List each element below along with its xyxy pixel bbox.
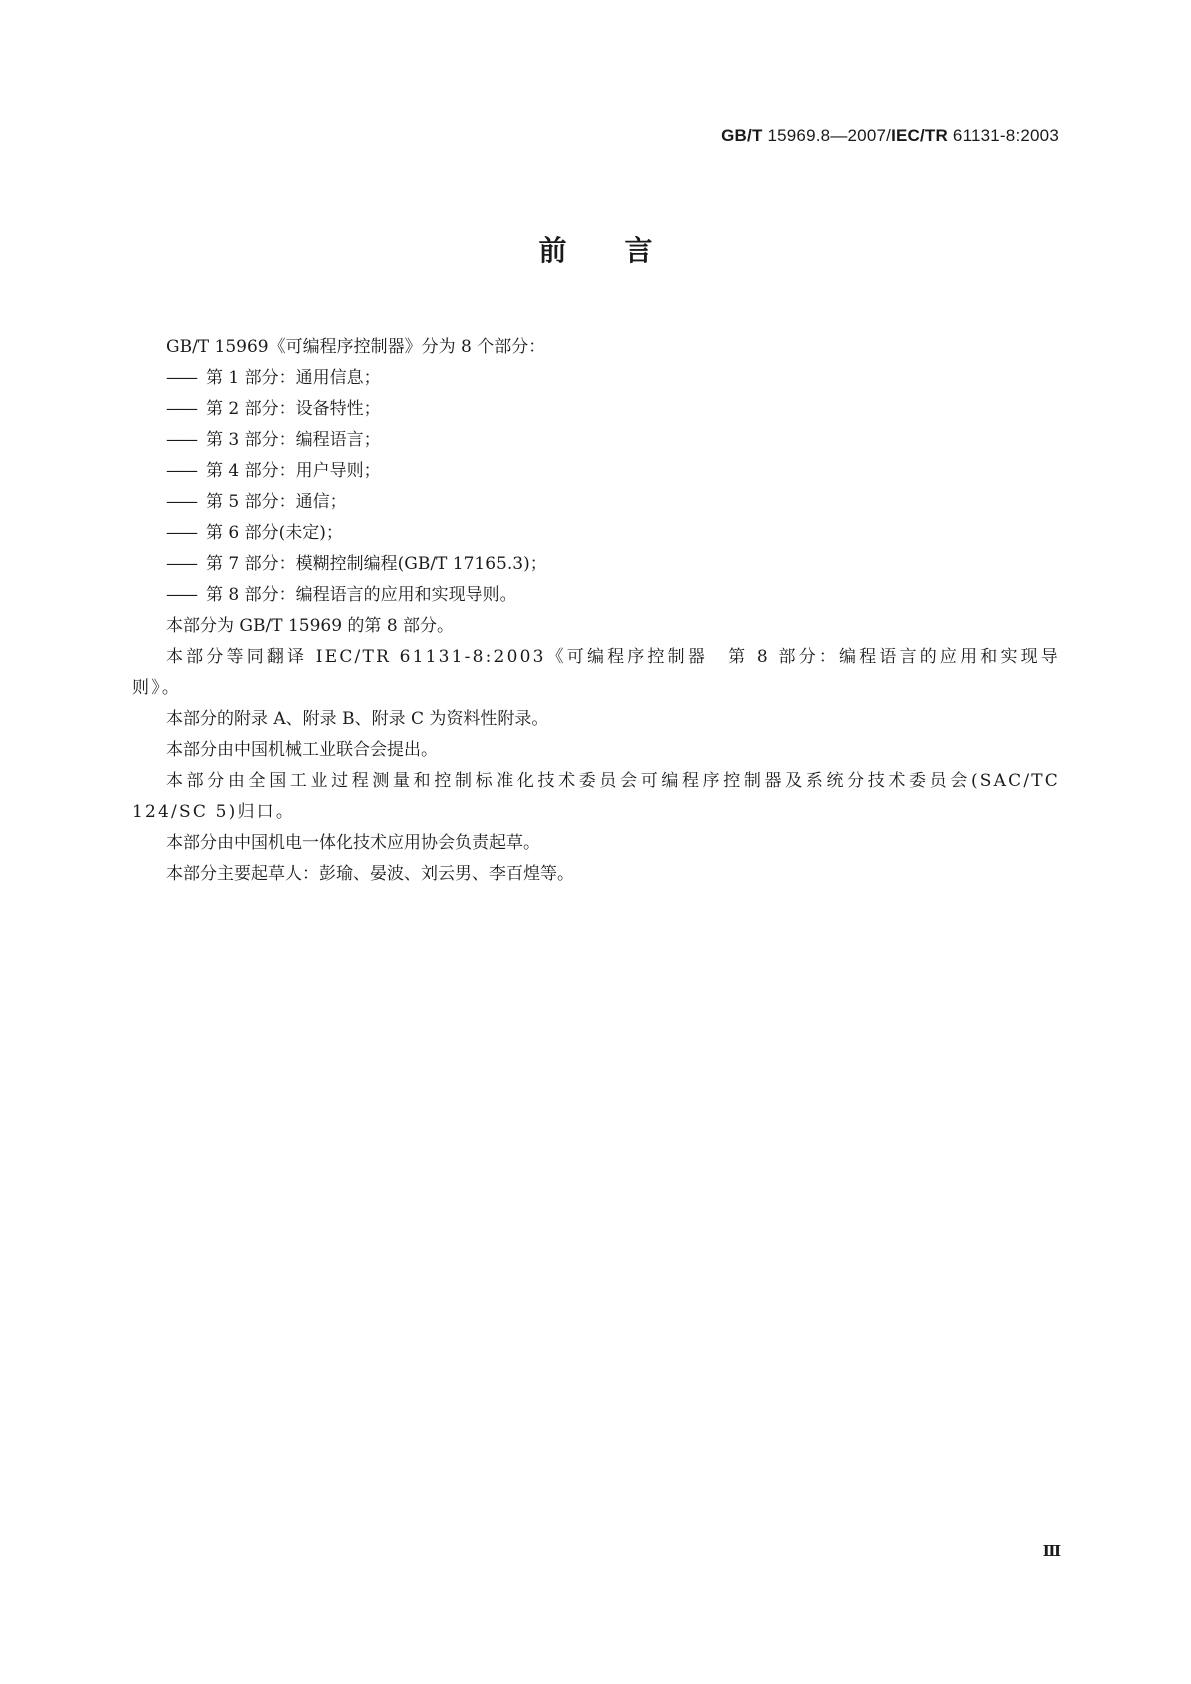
standard-code-iec-number: 61131-8:2003 [948,126,1059,145]
intro-paragraph: GB/T 15969《可编程序控制器》分为 8 个部分： [166,337,546,357]
part-3-text: 第 3 部分：编程语言； [206,430,381,450]
em-dash: —— [166,368,196,388]
standard-code-gbt: GB/T [721,126,763,145]
standard-code-header [721,126,1059,146]
paragraph-drafters: 本部分主要起草人：彭瑜、晏波、刘云男、李百煌等。 [166,864,574,884]
part-5-text: 第 5 部分：通信； [206,492,347,512]
list-item-part-6 [132,518,1060,549]
em-dash: —— [166,492,196,512]
page-title: 前言 [538,234,711,267]
list-item-part-5 [132,487,1060,518]
part-4-text: 第 4 部分：用户导则； [206,461,381,481]
page-number: Ⅲ [1042,1542,1061,1560]
part-2-text: 第 2 部分：设备特性； [206,399,381,419]
list-item-part-1 [132,363,1060,394]
part-7-text: 第 7 部分：模糊控制编程(GB/T 17165.3)； [206,554,547,574]
paragraph-technical-committee: 本部分由全国工业过程测量和控制标准化技术委员会可编程序控制器及系统分技术委员会(SAC/TC 124/SC 5)归口。 [132,771,1060,822]
standard-code-number: 15969.8—2007/ [762,126,892,145]
em-dash: —— [166,430,196,450]
list-item-part-7 [132,549,1060,580]
em-dash: —— [166,585,196,605]
paragraph-drafting-org: 本部分由中国机电一体化技术应用协会负责起草。 [166,833,540,853]
paragraph-scope: 本部分为 GB/T 15969 的第 8 部分。 [166,616,455,636]
foreword-body [132,332,1060,890]
list-item-part-3 [132,425,1060,456]
list-item-part-2 [132,394,1060,425]
list-item-part-4 [132,456,1060,487]
part-8-text: 第 8 部分：编程语言的应用和实现导则。 [206,585,517,605]
em-dash: —— [166,523,196,543]
standard-code-iec: IEC/TR [891,126,948,145]
em-dash: —— [166,399,196,419]
part-1-text: 第 1 部分：通用信息； [206,368,381,388]
paragraph-annexes: 本部分的附录 A、附录 B、附录 C 为资料性附录。 [166,709,549,729]
paragraph-translation: 本部分等同翻译 IEC/TR 61131-8:2003《可编程序控制器 第 8 部分：编程语言的应用和实现导则》。 [132,647,1060,698]
part-6-text: 第 6 部分(未定)； [206,523,343,543]
em-dash: —— [166,461,196,481]
list-item-part-8 [132,580,1060,611]
em-dash: —— [166,554,196,574]
paragraph-proposed-by: 本部分由中国机械工业联合会提出。 [166,740,438,760]
